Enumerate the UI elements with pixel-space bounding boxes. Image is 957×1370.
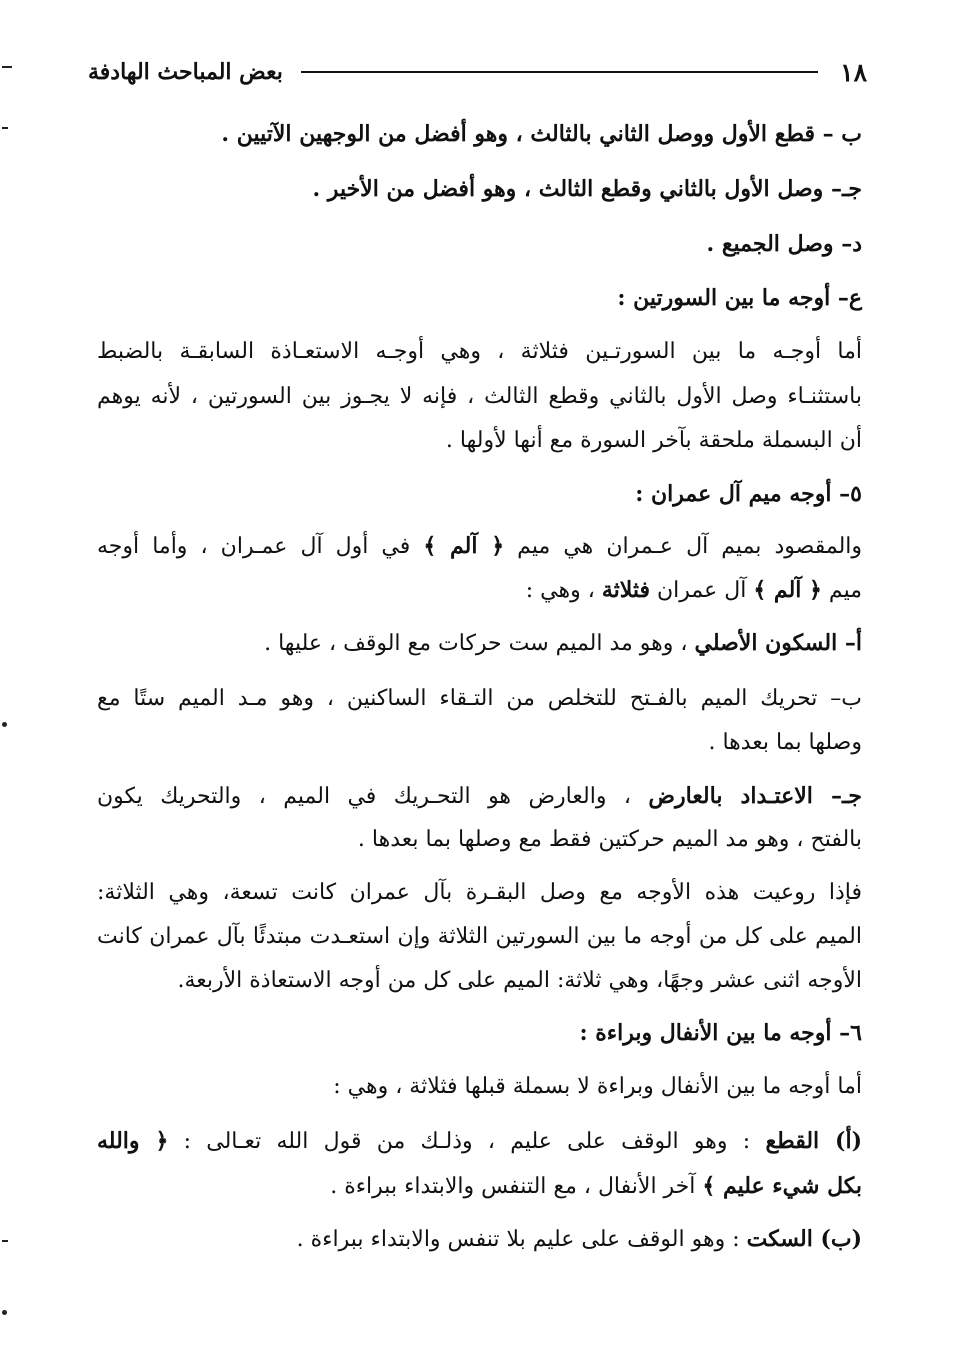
paragraph-line: والمقصود بميم آل عـمران هي ميم ﴿ آلم ﴾ في أول آل عمـران ، وأما أوجه [97, 533, 863, 559]
section-6-heading: ٦– أوجه ما بين الأنفال وبراءة : [579, 1020, 862, 1046]
paragraph-line: الأوجه اثنى عشر وجهًا، وهي ثلاثة: الميم على كل من أوجه الاستعاذة الأربعة. [177, 968, 862, 993]
item-dal-heading: د– وصل الجميع . [706, 231, 862, 257]
paragraph-line: أما أوجه ما بين الأنفال وبراءة لا بسملة قبلها فثلاثة ، وهي : [333, 1074, 862, 1099]
item-alif-line: أ– السكون الأصلي ، وهو مد الميم ست حركات مع الوقف ، عليها . [264, 630, 862, 656]
page-number: ١٨ [840, 57, 867, 87]
paragraph-line: ميم ﴿ آلم ﴾ آل عمران فثلاثة ، وهي : [525, 577, 862, 603]
item-jeem-heading: جـ– وصل الأول بالثاني وقطع الثالث ، وهو أفضل من الأخير . [312, 176, 862, 202]
item-a-line: (أ) القطع : وهو الوقف على عليم ، وذلـك من قول الله تعـالى : ﴿ والله [97, 1128, 862, 1154]
section-4-heading: ع– أوجه ما بين السورتين : [617, 285, 862, 311]
page-header [88, 52, 867, 92]
item-b-line: ب– تحريك الميم بالفـتح للتخلص من التـقاء الساكنين ، وهو مـد الميم ستًا مع [97, 686, 862, 711]
paragraph-line: بكل شيء عليم ﴾ آخر الأنفال ، مع التنفس والابتداء ببراءة . [330, 1173, 862, 1199]
paragraph-line: فإذا روعيت هذه الأوجه مع وصل البقـرة بآل عمران كانت تسعة، وهي الثلاثة: [97, 880, 862, 905]
paragraph-line: وصلها بما بعدها . [708, 730, 862, 755]
section-5-heading: ٥– أوجه ميم آل عمران : [635, 481, 862, 507]
paragraph-line: أما أوجـه ما بين السورتـين فثلاثة ، وهي أوجـه الاستعـاذة السابقـة بالضبط [97, 339, 862, 364]
scan-edge-mark [2, 722, 7, 727]
paragraph-line: أن البسملة ملحقة بآخر السورة مع أنها لأولها . [445, 428, 862, 453]
scan-edge-mark [2, 1310, 7, 1315]
item-b-heading: ب – قطع الأول ووصل الثاني بالثالث ، وهو أفضل من الوجهين الآتيين . [221, 121, 862, 147]
scan-edge-mark [2, 66, 12, 68]
paragraph-line: الميم على كل من أوجه ما بين السورتين الثلاثة وإن استعـدت مبتدئًا بآل عمران كانت [97, 924, 862, 949]
paragraph-line: باستثنـاء وصل الأول بالثاني وقطع الثالث ، فإنه لا يجـوز بين السورتين ، لأنه يوهم [97, 384, 862, 409]
item-b2-line: (ب) السكت : وهو الوقف على عليم بلا تنفس والابتداء ببراءة . [296, 1226, 862, 1252]
running-title: بعض المباحث الهادفة [88, 59, 283, 85]
paragraph-line: بالفتح ، وهو مد الميم حركتين فقط مع وصلها بما بعدها . [357, 827, 862, 852]
scan-edge-mark [2, 1240, 8, 1242]
header-rule [301, 71, 818, 73]
item-jeem-line: جـ– الاعتـداد بالعارض ، والعارض هو التحـريك في الميم ، والتحريك يكون [97, 783, 863, 809]
scan-edge-mark [2, 127, 8, 129]
